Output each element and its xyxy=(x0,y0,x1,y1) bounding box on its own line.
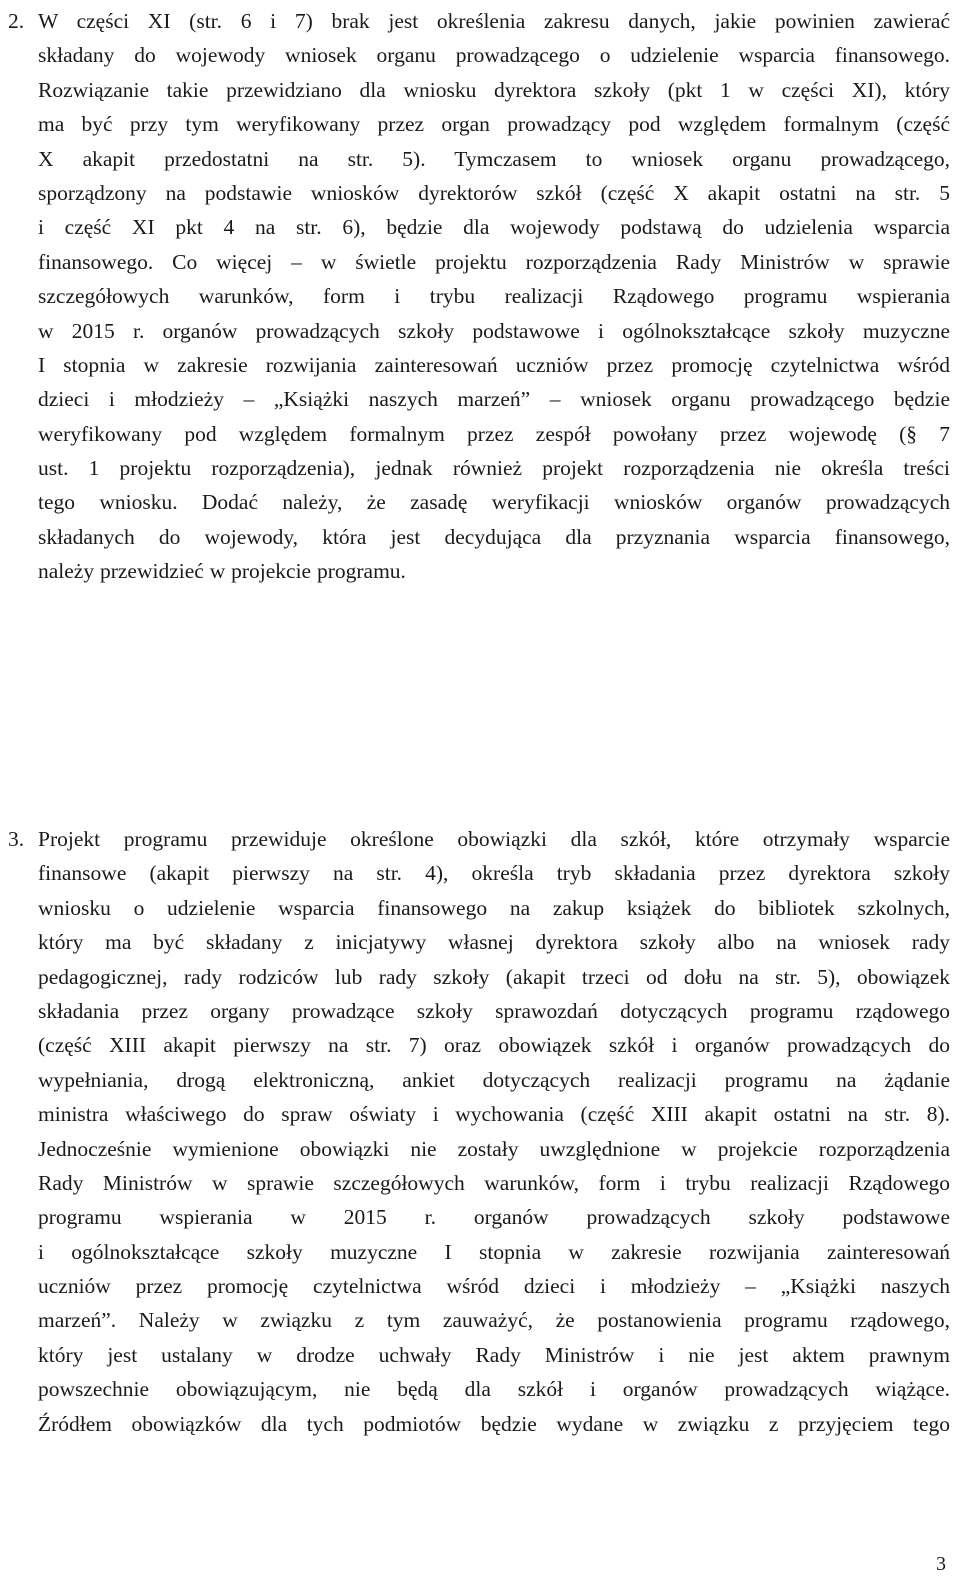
text-line: składany do wojewody wniosek organu prowadzącego o udzielenie wsparcia finansowego. xyxy=(38,43,950,68)
text-line: wypełniania, drogą elektroniczną, ankiet dotyczących realizacji programu na żądanie xyxy=(38,1067,950,1092)
text-line: weryfikowany pod względem formalnym przez zespół powołany przez wojewodę (§ 7 xyxy=(38,421,950,446)
text-line: wniosku o udzielenie wsparcia finansowego na zakup książek do bibliotek szkolnych, xyxy=(38,895,950,920)
text-line: finansowe (akapit pierwszy na str. 4), określa tryb składania przez dyrektora szkoły xyxy=(38,861,950,886)
text-line: tego wniosku. Dodać należy, że zasadę weryfikacji wniosków organów prowadzących xyxy=(38,490,950,515)
text-line: składania przez organy prowadzące szkoły sprawozdań dotyczących programu rządowego xyxy=(38,998,950,1023)
text-line: Rozwiązanie takie przewidziano dla wniosku dyrektora szkoły (pkt 1 w części XI), który xyxy=(38,77,950,102)
text-line: szczegółowych warunków, form i trybu realizacji Rządowego programu wspierania xyxy=(38,284,950,309)
text-line: i ogólnokształcące szkoły muzyczne I stopnia w zakresie rozwijania zainteresowań xyxy=(38,1239,950,1264)
text-line: (część XIII akapit pierwszy na str. 7) oraz obowiązek szkół i organów prowadzących do xyxy=(38,1033,950,1058)
text-line: Jednocześnie wymienione obowiązki nie zostały uwzględnione w projekcie rozporządzenia xyxy=(38,1136,950,1161)
text-line: i część XI pkt 4 na str. 6), będzie dla wojewody podstawą do udzielenia wsparcia xyxy=(38,215,950,240)
text-line: W części XI (str. 6 i 7) brak jest określenia zakresu danych, jakie powinien zawierać xyxy=(38,9,950,33)
text-line: programu wspierania w 2015 r. organów prowadzących szkoły podstawowe xyxy=(38,1205,950,1230)
text-line: ust. 1 projektu rozporządzenia), jednak również projekt rozporządzenia nie określa treści xyxy=(38,456,950,481)
text-line: Źródłem obowiązków dla tych podmiotów będzie wydane w związku z przyjęciem tego xyxy=(38,1411,950,1436)
text-line: sporządzony na podstawie wniosków dyrektorów szkół (część X akapit ostatni na str. 5 xyxy=(38,180,950,205)
text-line: który jest ustalany w drodze uchwały Rady Ministrów i nie jest aktem prawnym xyxy=(38,1342,950,1367)
text-line: Projekt programu przewiduje określone obowiązki dla szkół, które otrzymały wsparcie xyxy=(38,827,950,851)
paragraph xyxy=(38,4,950,589)
text-line: pedagogicznej, rady rodziców lub rady szkoły (akapit trzeci od dołu na str. 5), obowiązek xyxy=(38,964,950,989)
list-number: 2. xyxy=(8,9,25,33)
text-line: dzieci i młodzieży – „Książki naszych marzeń” – wniosek organu prowadzącego będzie xyxy=(38,387,950,412)
text-line: Rady Ministrów w sprawie szczegółowych warunków, form i trybu realizacji Rządowego xyxy=(38,1170,950,1195)
text-line: w 2015 r. organów prowadzących szkoły podstawowe i ogólnokształcące szkoły muzyczne xyxy=(38,318,950,343)
text-line: X akapit przedostatni na str. 5). Tymczasem to wniosek organu prowadzącego, xyxy=(38,146,950,171)
list-number: 3. xyxy=(8,827,25,851)
text-line: marzeń”. Należy w związku z tym zauważyć, że postanowienia programu rządowego, xyxy=(38,1308,950,1333)
text-line: I stopnia w zakresie rozwijania zainteresowań uczniów przez promocję czytelnictwa wśród xyxy=(38,352,950,377)
text-line: powszechnie obowiązującym, nie będą dla szkół i organów prowadzących wiążące. xyxy=(38,1377,950,1402)
text-line: ma być przy tym weryfikowany przez organ prowadzący pod względem formalnym (część xyxy=(38,112,950,137)
text-line: uczniów przez promocję czytelnictwa wśród dzieci i młodzieży – „Książki naszych xyxy=(38,1274,950,1299)
text-line: ministra właściwego do spraw oświaty i wychowania (część XIII akapit ostatni na str. 8). xyxy=(38,1102,950,1127)
text-line: finansowego. Co więcej – w świetle projektu rozporządzenia Rady Ministrów w sprawie xyxy=(38,249,950,274)
text-line: składanych do wojewody, która jest decydująca dla przyznania wsparcia finansowego, xyxy=(38,524,950,549)
page-number: 3 xyxy=(936,1553,946,1575)
paragraph xyxy=(38,822,950,1441)
text-line: który ma być składany z inicjatywy własnej dyrektora szkoły albo na wniosek rady xyxy=(38,930,950,955)
text-line: należy przewidzieć w projekcie programu. xyxy=(38,559,406,584)
